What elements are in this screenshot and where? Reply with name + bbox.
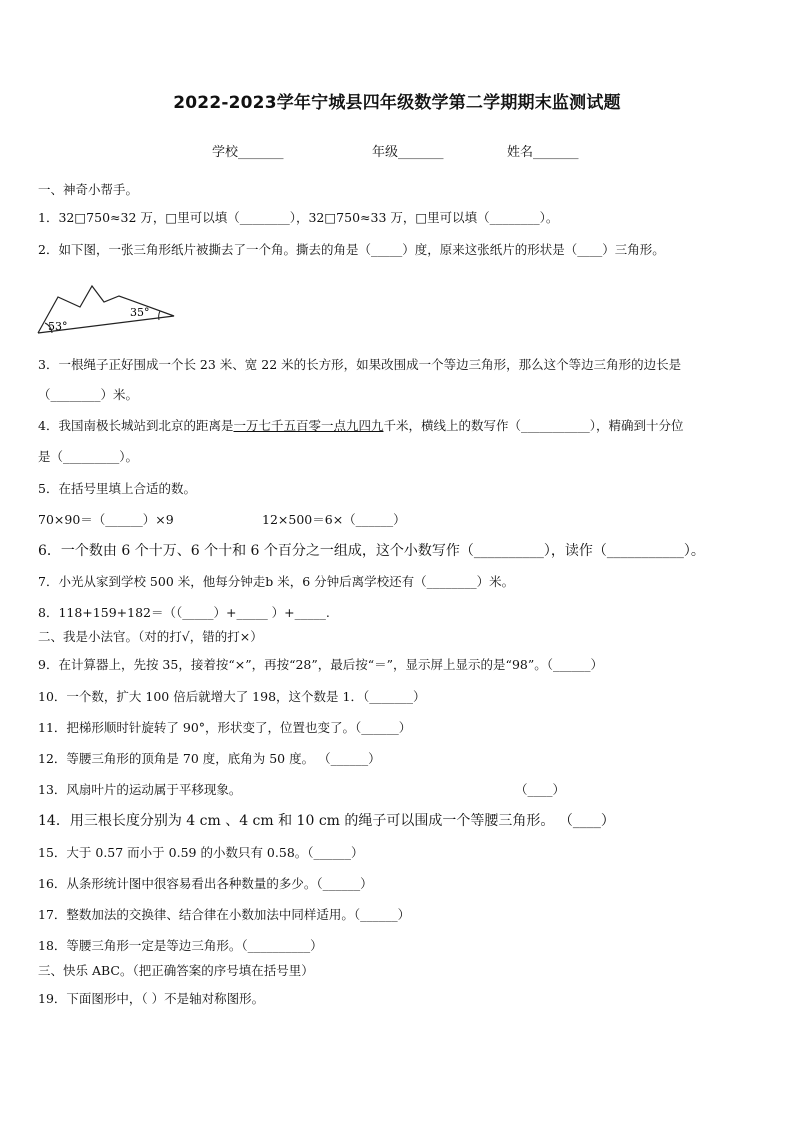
question-4-underlined-number: 一万七千五百零一点九四九: [233, 418, 384, 433]
angle-35-label: 35°: [130, 306, 150, 319]
question-3-line1: 3．一根绳子正好围成一个长 23 米、宽 22 米的长方形，如果改围成一个等边三角形，那么这个等边三角形的边长是: [38, 357, 682, 372]
angle-53-label: 53°: [48, 320, 68, 333]
question-8: 8．118+159+182＝（（_____）+_____ ）+_____.: [38, 605, 330, 620]
question-2: 2．如下图，一张三角形纸片被撕去了一个角。撕去的角是（_____）度，原来这张纸片的形状是（____）三角形。: [38, 242, 665, 257]
question-13: 13．风扇叶片的运动属于平移现象。: [38, 782, 242, 797]
question-17: 17．整数加法的交换律、结合律在小数加法中同样适用。（______）: [38, 907, 411, 922]
question-5a: 70×90＝（______）×9: [38, 512, 174, 527]
section3-heading: 三、快乐 ABC。（把正确答案的序号填在括号里）: [38, 963, 314, 978]
question-3-line2: （________）米。: [38, 387, 139, 402]
section2-heading: 二、我是小法官。（对的打√，错的打×）: [38, 629, 263, 644]
question-1: 1．32□750≈32 万，□里可以填（________），32□750≈33 万，□里可以填（________）。: [38, 210, 559, 225]
question-13-blank: （____）: [515, 782, 566, 797]
page-title: 2022-2023学年宁城县四年级数学第二学期期末监测试题: [173, 93, 621, 113]
question-4-prefix: 4．我国南极长城站到北京的距离是: [38, 418, 234, 433]
grade-field: 年级_______: [372, 145, 444, 160]
question-4: [38, 416, 684, 434]
question-12: 12．等腰三角形的顶角是 70 度，底角为 50 度。 （______）: [38, 751, 381, 766]
torn-triangle-figure: [34, 278, 184, 342]
question-5b: 12×500＝6×（______）: [262, 512, 406, 527]
question-14: 14．用三根长度分别为 4 cm 、4 cm 和 10 cm 的绳子可以围成一个等腰三角形。 （____）: [38, 813, 615, 829]
school-field: 学校_______: [212, 145, 284, 160]
question-16: 16．从条形统计图中很容易看出各种数量的多少。（______）: [38, 876, 373, 891]
question-4-line2: 是（_________）。: [38, 449, 139, 464]
question-11: 11．把梯形顺时针旋转了 90°，形状变了，位置也变了。（______）: [38, 720, 412, 735]
name-field: 姓名_______: [507, 145, 579, 160]
question-5: 5．在括号里填上合适的数。: [38, 481, 196, 496]
question-6: 6．一个数由 6 个十万、6 个十和 6 个百分之一组成，这个小数写作（__________），读作（___________）。: [38, 543, 705, 559]
question-7: 7．小光从家到学校 500 米，他每分钟走b 米，6 分钟后离学校还有（________）米。: [38, 574, 515, 589]
question-9: 9．在计算器上，先按 35，接着按“×”，再按“28”，最后按“＝”，显示屏上显示的是“98”。（______）: [38, 657, 603, 672]
question-18: 18．等腰三角形一定是等边三角形。（__________）: [38, 938, 323, 953]
section1-heading: 一、神奇小帮手。: [38, 182, 139, 197]
question-19: 19．下面图形中，（ ）不是轴对称图形。: [38, 991, 265, 1006]
question-15: 15．大于 0.57 而小于 0.59 的小数只有 0.58。（______）: [38, 845, 364, 860]
question-10: 10．一个数，扩大 100 倍后就增大了 198，这个数是 1．（_______）: [38, 689, 426, 704]
question-4-suffix: 千米，横线上的数写作（___________），精确到十分位: [383, 418, 684, 433]
